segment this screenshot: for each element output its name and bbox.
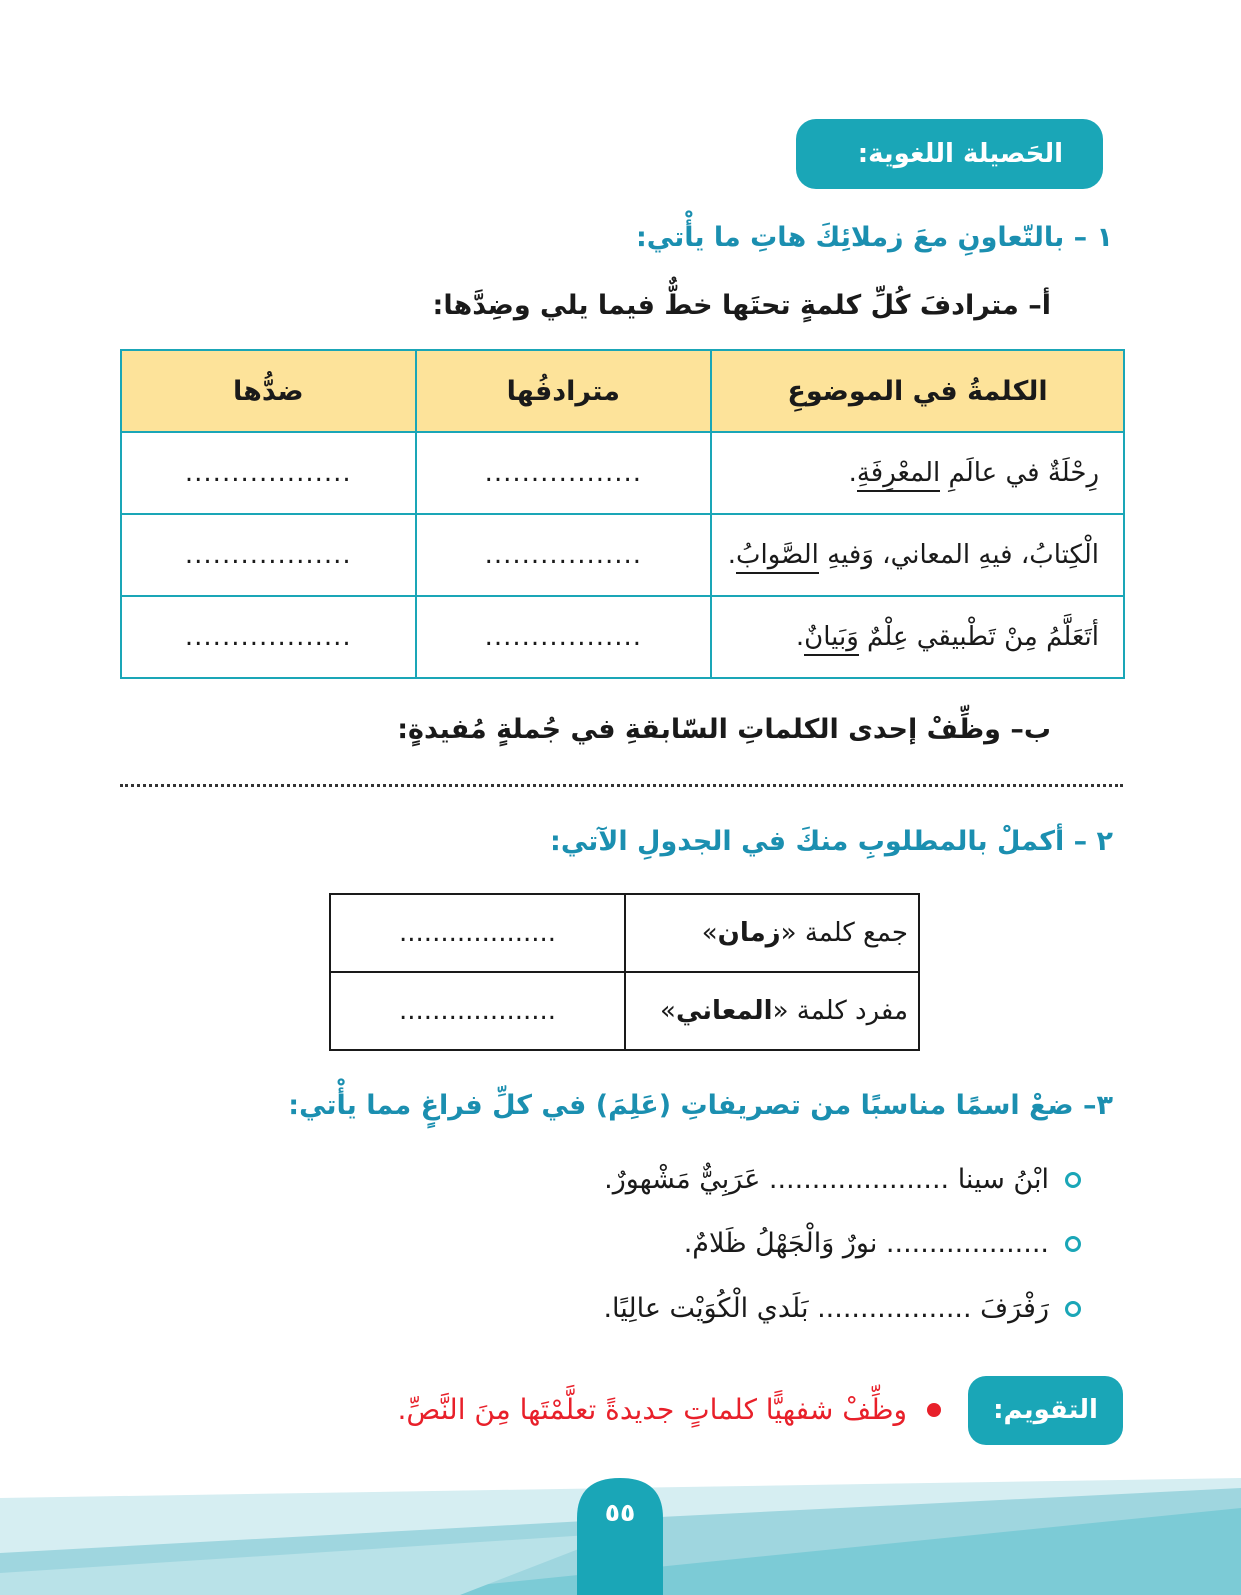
plural-label: جمع كلمة «زمان» xyxy=(625,894,919,972)
fill-in-sentence[interactable]: رَفْرَفَ .................. بَلَدي الْكُوَيْت عالِيًا. xyxy=(603,1293,1049,1324)
sentence-answer-line[interactable] xyxy=(120,784,1123,787)
list-item xyxy=(604,1164,1081,1195)
question-1a-instruction: أ– مترادفَ كُلِّ كلمةٍ تحتَها خطٌّ فيما يلي وضِدَّها: xyxy=(432,290,1051,321)
circle-bullet-icon xyxy=(1065,1236,1081,1252)
vocabulary-table xyxy=(120,349,1125,679)
underlined-word: وَبَيانٌ xyxy=(804,622,859,656)
red-bullet-icon xyxy=(927,1403,941,1417)
antonym-blank[interactable]: .................. xyxy=(121,432,416,514)
header-antonym: ضدُّها xyxy=(121,350,416,432)
fill-in-sentence[interactable]: ................... نورٌ وَالْجَهْلُ ظَلامٌ. xyxy=(683,1228,1049,1259)
list-item xyxy=(684,1228,1081,1259)
circle-bullet-icon xyxy=(1065,1301,1081,1317)
list-item xyxy=(603,1293,1081,1324)
fill-in-sentence[interactable]: ابْنُ سينا ..................... عَرَبِيٌّ مَشْهورٌ. xyxy=(604,1164,1049,1195)
vocabulary-table-header xyxy=(121,350,1124,432)
plural-answer-blank[interactable]: ................... xyxy=(330,894,625,972)
underlined-word: المعْرِفَةِ xyxy=(857,458,940,492)
page-number: ٥٥ xyxy=(604,1498,636,1527)
word-forms-table xyxy=(329,893,920,1051)
section-title-badge: الحَصيلة اللغوية: xyxy=(796,119,1103,189)
evaluation-badge: التقويم: xyxy=(968,1376,1123,1445)
synonym-blank[interactable]: ................. xyxy=(416,596,712,678)
question-2-title: ٢ – أكملْ بالمطلوبِ منكَ في الجدولِ الآتي: xyxy=(550,826,1113,857)
question-1-title: ١ – بالتّعاونِ معَ زملائِكَ هاتِ ما يأْتي: xyxy=(635,222,1113,253)
table-row xyxy=(121,596,1124,678)
singular-answer-blank[interactable]: ................... xyxy=(330,972,625,1050)
singular-label: مفرد كلمة «المعاني» xyxy=(625,972,919,1050)
circle-bullet-icon xyxy=(1065,1172,1081,1188)
synonym-blank[interactable]: ................. xyxy=(416,514,712,596)
table-row xyxy=(121,514,1124,596)
underlined-word: الصَّوابُ xyxy=(736,540,819,574)
word-cell: الْكِتابُ، فيهِ المعاني، وَفيهِ الصَّوابُ. xyxy=(711,514,1124,596)
evaluation-text: وظِّفْ شفهيًّا كلماتٍ جديدةً تعلَّمْتَها مِنَ النَّصِّ. xyxy=(398,1393,941,1426)
header-word: الكلمةُ في الموضوعِ xyxy=(711,350,1124,432)
table-row xyxy=(330,972,919,1050)
table-row xyxy=(330,894,919,972)
synonym-blank[interactable]: ................. xyxy=(416,432,712,514)
header-synonym: مترادفُها xyxy=(416,350,712,432)
table-row xyxy=(121,432,1124,514)
question-1b-instruction: ب– وظِّفْ إحدى الكلماتِ السّابقةِ في جُملةٍ مُفيدةٍ: xyxy=(397,714,1051,745)
word-cell: أتَعَلَّمُ مِنْ تَطْبيقي عِلْمٌ وَبَيانٌ. xyxy=(711,596,1124,678)
antonym-blank[interactable]: .................. xyxy=(121,596,416,678)
word-cell: رِحْلَةٌ في عالَمِ المعْرِفَةِ. xyxy=(711,432,1124,514)
question-3-title: ٣– ضعْ اسمًا مناسبًا من تصريفاتِ (عَلِمَ) في كلِّ فراغٍ مما يأْتي: xyxy=(288,1090,1113,1121)
antonym-blank[interactable]: .................. xyxy=(121,514,416,596)
